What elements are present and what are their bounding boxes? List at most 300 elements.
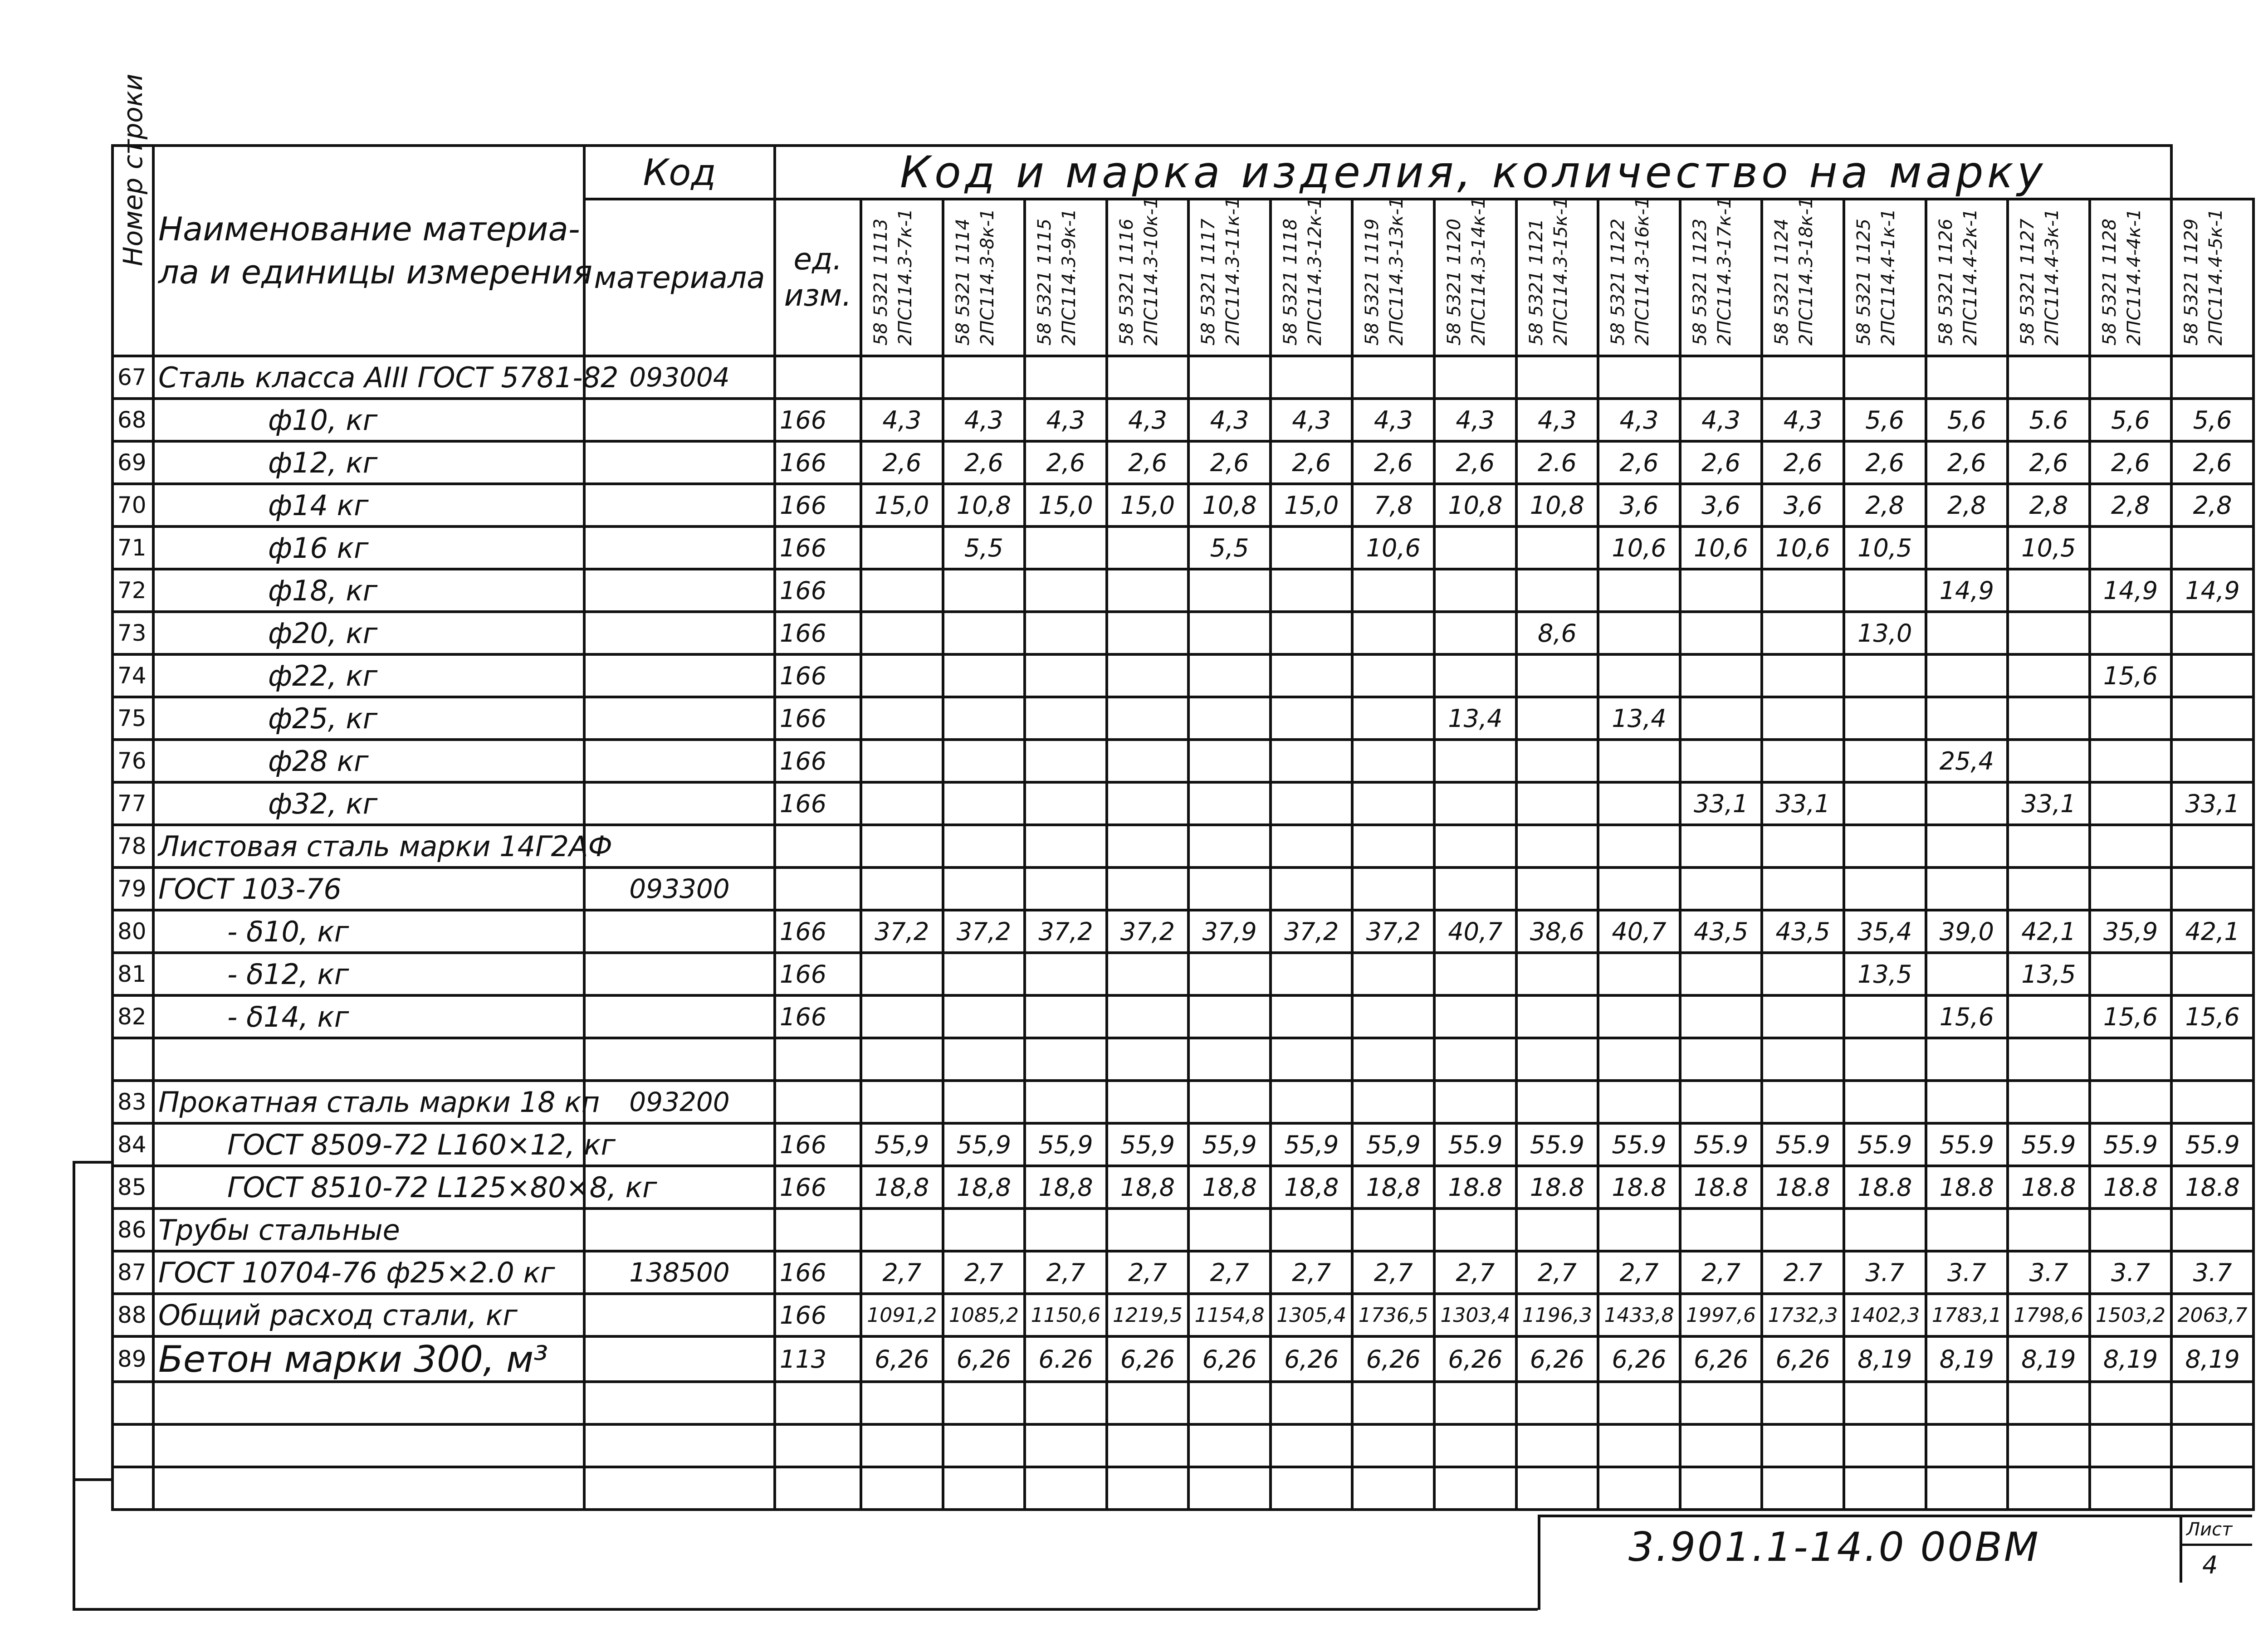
quantity-cell	[1762, 356, 1844, 399]
quantity-cell	[1516, 1382, 1598, 1424]
material-name: ф25, кг	[153, 697, 584, 740]
quantity-cell	[2171, 953, 2253, 995]
row-number: 86	[112, 1208, 153, 1251]
quantity-cell: 55.9	[2090, 1123, 2172, 1166]
table-row	[112, 1251, 2253, 1294]
quantity-cell: 38,6	[1516, 910, 1598, 953]
quantity-cell: 10,6	[1680, 526, 1762, 569]
quantity-cell	[1680, 867, 1762, 910]
quantity-cell	[1844, 1382, 1926, 1424]
quantity-cell: 15,0	[861, 484, 943, 526]
quantity-cell: 6,26	[1516, 1336, 1598, 1382]
quantity-cell	[1680, 356, 1762, 399]
unit-code	[775, 1208, 861, 1251]
quantity-cell: 4,3	[1107, 399, 1189, 441]
mark-code: 58 5321 1117	[1198, 219, 1219, 346]
row-number: 81	[112, 953, 153, 995]
mark-name: 2ПС114.3-7к-1	[895, 209, 916, 346]
quantity-cell	[2090, 1382, 2172, 1424]
material-name: ф20, кг	[153, 612, 584, 654]
quantity-cell: 4,3	[1598, 399, 1680, 441]
quantity-cell	[1762, 1081, 1844, 1123]
material-name: ф14 кг	[153, 484, 584, 526]
header-mark-col	[1188, 199, 1271, 356]
quantity-cell	[1107, 995, 1189, 1038]
quantity-cell: 10,5	[2008, 526, 2090, 569]
header-mark-col	[1680, 199, 1762, 356]
quantity-cell: 2,6	[1598, 441, 1680, 484]
row-number: 72	[112, 569, 153, 612]
quantity-cell	[943, 953, 1025, 995]
row-number: 75	[112, 697, 153, 740]
quantity-cell	[2171, 654, 2253, 697]
quantity-cell	[2008, 612, 2090, 654]
header-code-sub: материала	[584, 199, 775, 356]
row-number: 70	[112, 484, 153, 526]
quantity-cell	[943, 654, 1025, 697]
row-number: 85	[112, 1166, 153, 1208]
quantity-cell	[943, 867, 1025, 910]
quantity-cell	[2171, 1382, 2253, 1424]
quantity-cell: 37,2	[1271, 910, 1353, 953]
quantity-cell	[1188, 356, 1271, 399]
quantity-cell: 2.7	[1762, 1251, 1844, 1294]
quantity-cell	[1188, 697, 1271, 740]
quantity-cell	[1516, 697, 1598, 740]
header-material-name: Наименование материа- ла и единицы измерения	[153, 146, 584, 356]
quantity-cell: 55,9	[1025, 1123, 1107, 1166]
quantity-cell: 2,7	[1271, 1251, 1353, 1294]
row-number	[112, 1424, 153, 1467]
quantity-cell	[1434, 953, 1516, 995]
quantity-cell	[861, 569, 943, 612]
quantity-cell	[1844, 654, 1926, 697]
quantity-cell: 6,26	[1680, 1336, 1762, 1382]
quantity-cell: 1305,4	[1271, 1294, 1353, 1336]
quantity-cell	[1188, 782, 1271, 825]
quantity-cell	[1516, 995, 1598, 1038]
quantity-cell: 10,5	[1844, 526, 1926, 569]
quantity-cell	[2171, 612, 2253, 654]
quantity-cell: 8,19	[2008, 1336, 2090, 1382]
material-code: 093200	[584, 1081, 775, 1123]
quantity-cell	[1107, 782, 1189, 825]
quantity-cell	[1844, 740, 1926, 782]
material-code	[584, 1038, 775, 1081]
quantity-cell	[2090, 867, 2172, 910]
quantity-cell	[1680, 654, 1762, 697]
quantity-cell: 55.9	[1516, 1123, 1598, 1166]
quantity-cell: 18.8	[1434, 1166, 1516, 1208]
unit-code: 166	[775, 484, 861, 526]
quantity-cell: 55,9	[1352, 1123, 1434, 1166]
quantity-cell: 2,7	[1107, 1251, 1189, 1294]
quantity-cell: 2,6	[1680, 441, 1762, 484]
quantity-cell	[861, 356, 943, 399]
quantity-cell	[1516, 654, 1598, 697]
quantity-cell: 5,6	[2090, 399, 2172, 441]
quantity-cell	[1025, 953, 1107, 995]
quantity-cell: 18,8	[861, 1166, 943, 1208]
quantity-cell: 1798,6	[2008, 1294, 2090, 1336]
mark-name: 2ПС114.3-9к-1	[1059, 209, 1080, 346]
quantity-cell: 3.7	[2008, 1251, 2090, 1294]
quantity-cell	[1107, 654, 1189, 697]
row-number: 68	[112, 399, 153, 441]
quantity-cell	[1271, 569, 1353, 612]
quantity-cell	[1107, 1382, 1189, 1424]
quantity-cell	[1926, 867, 2008, 910]
quantity-cell	[2171, 740, 2253, 782]
quantity-cell: 2,7	[1598, 1251, 1680, 1294]
unit-code: 166	[775, 1251, 861, 1294]
quantity-cell: 18,8	[1271, 1166, 1353, 1208]
quantity-cell	[1107, 697, 1189, 740]
quantity-cell: 6,26	[1434, 1336, 1516, 1382]
quantity-cell: 3.7	[2090, 1251, 2172, 1294]
quantity-cell: 4,3	[1762, 399, 1844, 441]
quantity-cell: 55.9	[1680, 1123, 1762, 1166]
quantity-cell	[1188, 1038, 1271, 1081]
mark-name: 2ПС114.4-5к-1	[2205, 209, 2227, 346]
quantity-cell	[2008, 825, 2090, 867]
quantity-cell	[1025, 1382, 1107, 1424]
quantity-cell	[1188, 1467, 1271, 1510]
quantity-cell: 2,6	[1844, 441, 1926, 484]
quantity-cell	[1516, 1208, 1598, 1251]
quantity-cell	[1926, 1038, 2008, 1081]
quantity-cell	[2090, 356, 2172, 399]
quantity-cell	[943, 1081, 1025, 1123]
quantity-cell	[1926, 1208, 2008, 1251]
quantity-cell	[1434, 1038, 1516, 1081]
quantity-cell	[1352, 654, 1434, 697]
quantity-cell: 1402,3	[1844, 1294, 1926, 1336]
quantity-cell: 4,3	[861, 399, 943, 441]
material-code	[584, 1467, 775, 1510]
quantity-cell	[1352, 1208, 1434, 1251]
quantity-cell	[1762, 867, 1844, 910]
quantity-cell	[1516, 1081, 1598, 1123]
quantity-cell: 15,6	[1926, 995, 2008, 1038]
unit-code: 166	[775, 953, 861, 995]
quantity-cell	[1680, 1424, 1762, 1467]
material-name: ГОСТ 8509-72 L160×12, кг	[153, 1123, 584, 1166]
quantity-cell	[1188, 569, 1271, 612]
material-name	[153, 1467, 584, 1510]
quantity-cell: 10,6	[1762, 526, 1844, 569]
header-row-number: Номер строки	[112, 146, 153, 356]
quantity-cell	[1926, 1081, 2008, 1123]
quantity-cell	[2090, 782, 2172, 825]
quantity-cell: 8,6	[1516, 612, 1598, 654]
quantity-cell: 6,26	[1107, 1336, 1189, 1382]
quantity-cell	[1598, 740, 1680, 782]
quantity-cell: 1736,5	[1352, 1294, 1434, 1336]
quantity-cell	[943, 825, 1025, 867]
quantity-cell: 2,6	[2008, 441, 2090, 484]
quantity-cell	[2008, 740, 2090, 782]
mark-code: 58 5321 1119	[1362, 219, 1383, 346]
mark-name: 2ПС114.4-1к-1	[1877, 209, 1899, 346]
quantity-cell: 35,4	[1844, 910, 1926, 953]
unit-code	[775, 1081, 861, 1123]
quantity-cell: 55,9	[1107, 1123, 1189, 1166]
quantity-cell	[1434, 1208, 1516, 1251]
quantity-cell	[1025, 526, 1107, 569]
quantity-cell: 2,6	[1926, 441, 2008, 484]
material-name: - δ12, кг	[153, 953, 584, 995]
quantity-cell	[2171, 1038, 2253, 1081]
quantity-cell	[1844, 1081, 1926, 1123]
row-number: 76	[112, 740, 153, 782]
quantity-cell	[1352, 356, 1434, 399]
quantity-cell	[1926, 526, 2008, 569]
quantity-cell: 33,1	[2008, 782, 2090, 825]
material-name: - δ14, кг	[153, 995, 584, 1038]
quantity-cell: 15,6	[2090, 995, 2172, 1038]
quantity-cell: 5.6	[2008, 399, 2090, 441]
quantity-cell: 2,8	[2171, 484, 2253, 526]
quantity-cell	[1598, 1382, 1680, 1424]
quantity-cell	[861, 612, 943, 654]
material-name: ф32, кг	[153, 782, 584, 825]
mark-name: 2ПС114.4-2к-1	[1960, 209, 1981, 346]
tb-bottom-line	[73, 1608, 1538, 1611]
quantity-cell	[1188, 1382, 1271, 1424]
quantity-cell: 7,8	[1352, 484, 1434, 526]
table-row	[112, 782, 2253, 825]
quantity-cell: 5,6	[1844, 399, 1926, 441]
quantity-cell	[861, 953, 943, 995]
quantity-cell: 3,6	[1598, 484, 1680, 526]
unit-code: 166	[775, 1294, 861, 1336]
quantity-cell	[1516, 1424, 1598, 1467]
quantity-cell	[1680, 953, 1762, 995]
quantity-cell: 2,6	[1271, 441, 1353, 484]
quantity-cell: 13,0	[1844, 612, 1926, 654]
quantity-cell	[2171, 526, 2253, 569]
table-row	[112, 1336, 2253, 1382]
quantity-cell: 55.9	[1598, 1123, 1680, 1166]
quantity-cell: 43,5	[1680, 910, 1762, 953]
header-mark-col	[2090, 199, 2172, 356]
quantity-cell: 39,0	[1926, 910, 2008, 953]
unit-code	[775, 1038, 861, 1081]
quantity-cell	[1025, 782, 1107, 825]
quantity-cell: 10,6	[1352, 526, 1434, 569]
quantity-cell	[1352, 1081, 1434, 1123]
quantity-cell	[943, 995, 1025, 1038]
quantity-cell: 55,9	[1188, 1123, 1271, 1166]
quantity-cell	[1271, 697, 1353, 740]
quantity-cell	[943, 782, 1025, 825]
header-mark-col	[1844, 199, 1926, 356]
material-name: ф10, кг	[153, 399, 584, 441]
quantity-cell: 2,7	[1434, 1251, 1516, 1294]
quantity-cell	[861, 1424, 943, 1467]
table-row	[112, 612, 2253, 654]
table-row	[112, 1081, 2253, 1123]
quantity-cell: 14,9	[2171, 569, 2253, 612]
quantity-cell	[943, 740, 1025, 782]
quantity-cell: 40,7	[1598, 910, 1680, 953]
quantity-cell	[861, 1038, 943, 1081]
mark-code: 58 5321 1121	[1525, 219, 1547, 346]
table-row	[112, 1294, 2253, 1336]
quantity-cell: 4,3	[1680, 399, 1762, 441]
quantity-cell	[2090, 953, 2172, 995]
quantity-cell: 55.9	[1844, 1123, 1926, 1166]
quantity-cell	[1680, 697, 1762, 740]
header-mark-col	[1025, 199, 1107, 356]
quantity-cell: 37,2	[861, 910, 943, 953]
unit-code	[775, 825, 861, 867]
quantity-cell: 37,9	[1188, 910, 1271, 953]
row-number: 69	[112, 441, 153, 484]
quantity-cell: 1196,3	[1516, 1294, 1598, 1336]
material-name: ГОСТ 8510-72 L125×80×8, кг	[153, 1166, 584, 1208]
row-number: 67	[112, 356, 153, 399]
quantity-cell	[1352, 1038, 1434, 1081]
unit-code: 166	[775, 910, 861, 953]
quantity-cell	[1516, 1038, 1598, 1081]
row-number: 78	[112, 825, 153, 867]
mark-name: 2ПС114.4-3к-1	[2042, 209, 2063, 346]
quantity-cell	[1762, 697, 1844, 740]
quantity-cell	[1352, 782, 1434, 825]
unit-code	[775, 1467, 861, 1510]
quantity-cell	[2008, 1081, 2090, 1123]
quantity-cell	[1188, 1081, 1271, 1123]
quantity-cell	[1926, 825, 2008, 867]
quantity-cell	[1598, 654, 1680, 697]
table-row	[112, 1123, 2253, 1166]
quantity-cell: 6,26	[1188, 1336, 1271, 1382]
quantity-cell	[1107, 1467, 1189, 1510]
quantity-cell: 4,3	[1516, 399, 1598, 441]
quantity-cell	[1926, 356, 2008, 399]
quantity-cell	[1107, 740, 1189, 782]
material-code	[584, 953, 775, 995]
quantity-cell: 6,26	[1271, 1336, 1353, 1382]
quantity-cell	[1025, 654, 1107, 697]
unit-code: 166	[775, 1123, 861, 1166]
quantity-cell: 2,6	[861, 441, 943, 484]
unit-code: 166	[775, 441, 861, 484]
quantity-cell: 18,8	[1025, 1166, 1107, 1208]
quantity-cell	[2090, 1038, 2172, 1081]
quantity-cell	[1762, 612, 1844, 654]
quantity-cell	[1025, 995, 1107, 1038]
quantity-cell: 2,8	[2008, 484, 2090, 526]
quantity-cell	[861, 995, 943, 1038]
quantity-cell	[1271, 740, 1353, 782]
header-mark-col	[1926, 199, 2008, 356]
quantity-cell	[1680, 740, 1762, 782]
quantity-cell	[1844, 782, 1926, 825]
quantity-cell	[2090, 1424, 2172, 1467]
table-row	[112, 697, 2253, 740]
quantity-cell: 1433,8	[1598, 1294, 1680, 1336]
quantity-cell	[1434, 654, 1516, 697]
quantity-cell	[1598, 782, 1680, 825]
quantity-cell: 18.8	[1516, 1166, 1598, 1208]
mark-code: 58 5321 1128	[2099, 219, 2120, 346]
table-row	[112, 740, 2253, 782]
quantity-cell	[1926, 953, 2008, 995]
quantity-cell	[1926, 697, 2008, 740]
mark-name: 2ПС114.3-13к-1	[1386, 197, 1408, 346]
quantity-cell	[1598, 995, 1680, 1038]
quantity-cell	[1434, 825, 1516, 867]
quantity-cell: 2,8	[2090, 484, 2172, 526]
quantity-cell	[1516, 953, 1598, 995]
header-mark-col	[1516, 199, 1598, 356]
sheet-label: Лист	[2186, 1519, 2233, 1540]
quantity-cell	[1025, 356, 1107, 399]
material-name: Сталь класса АIII ГОСТ 5781-82	[153, 356, 584, 399]
quantity-cell	[1025, 612, 1107, 654]
quantity-cell: 2,6	[1762, 441, 1844, 484]
quantity-cell	[1762, 740, 1844, 782]
quantity-cell	[2008, 356, 2090, 399]
quantity-cell: 33,1	[1680, 782, 1762, 825]
quantity-cell	[1680, 825, 1762, 867]
quantity-cell	[1352, 825, 1434, 867]
quantity-cell	[2008, 1467, 2090, 1510]
quantity-cell: 2,7	[943, 1251, 1025, 1294]
mark-name: 2ПС114.3-12к-1	[1304, 197, 1325, 346]
quantity-cell: 10,8	[943, 484, 1025, 526]
quantity-cell	[943, 612, 1025, 654]
mark-code: 58 5321 1124	[1771, 219, 1793, 346]
unit-code: 166	[775, 697, 861, 740]
sheet-number: 4	[2202, 1551, 2218, 1579]
quantity-cell: 15,0	[1025, 484, 1107, 526]
header-mark-col	[2171, 199, 2253, 356]
quantity-cell	[861, 867, 943, 910]
quantity-cell	[2171, 867, 2253, 910]
quantity-cell: 18.8	[1680, 1166, 1762, 1208]
quantity-cell: 8,19	[2090, 1336, 2172, 1382]
quantity-cell: 4,3	[1352, 399, 1434, 441]
material-code	[584, 910, 775, 953]
mark-code: 58 5321 1127	[2017, 219, 2038, 346]
table-row	[112, 1208, 2253, 1251]
unit-code: 166	[775, 612, 861, 654]
row-number	[112, 1467, 153, 1510]
quantity-cell: 4,3	[943, 399, 1025, 441]
quantity-cell	[1271, 1424, 1353, 1467]
quantity-cell	[1271, 1081, 1353, 1123]
quantity-cell: 13,5	[1844, 953, 1926, 995]
quantity-cell	[861, 526, 943, 569]
quantity-cell	[1025, 1208, 1107, 1251]
quantity-cell: 10,8	[1434, 484, 1516, 526]
quantity-cell	[1352, 697, 1434, 740]
tb-box-left	[1538, 1515, 1540, 1610]
mark-name: 2ПС114.3-11к-1	[1222, 197, 1244, 346]
quantity-cell	[1516, 740, 1598, 782]
quantity-cell	[1762, 654, 1844, 697]
quantity-cell	[1680, 995, 1762, 1038]
quantity-cell: 8,19	[1926, 1336, 2008, 1382]
quantity-cell: 18.8	[2090, 1166, 2172, 1208]
row-number: 89	[112, 1336, 153, 1382]
mark-name: 2ПС114.3-14к-1	[1468, 197, 1490, 346]
mark-code: 58 5321 1125	[1853, 219, 1874, 346]
